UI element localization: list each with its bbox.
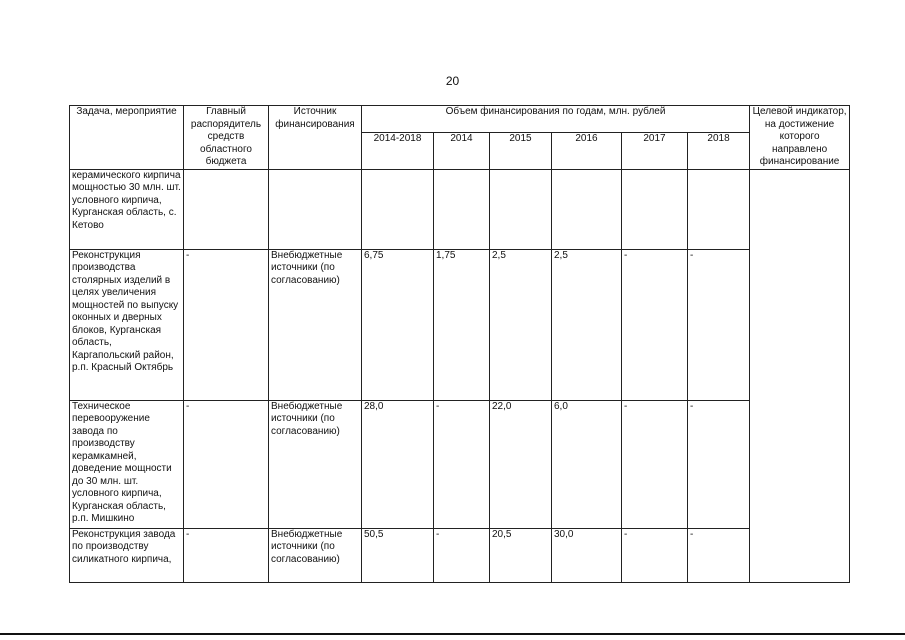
year-header: 2014-2018 [362,132,434,169]
value-cell: 20,5 [490,528,552,582]
source-cell: Внебюджетные источники (по согласованию) [269,400,362,528]
task-cell: Реконструкция производства столярных изделий в целях увеличения мощностей по выпуску оконных и дверных блоков, Курганская область, Каргапольский район, р.п. Красный Октябрь [70,249,184,400]
source-cell: Внебюджетные источники (по согласованию) [269,249,362,400]
value-cell: 30,0 [552,528,622,582]
manager-cell: - [184,528,269,582]
value-cell [688,169,750,249]
value-cell [434,169,490,249]
value-cell: 6,75 [362,249,434,400]
header-manager: Главный распорядитель средств областного бюджета [184,106,269,170]
page-number: 20 [445,74,460,88]
value-cell: - [622,400,688,528]
year-header: 2015 [490,132,552,169]
header-funding: Объем финансирования по годам, млн. рублей [362,106,750,133]
value-cell: - [688,528,750,582]
value-cell [490,169,552,249]
table-row [70,249,850,400]
value-cell: - [622,528,688,582]
table-row [70,400,850,528]
value-cell: 1,75 [434,249,490,400]
page-bottom-rule [0,633,905,635]
manager-cell: - [184,400,269,528]
value-cell: - [434,400,490,528]
year-header: 2017 [622,132,688,169]
table-row [70,169,850,249]
value-cell: 2,5 [552,249,622,400]
year-header: 2016 [552,132,622,169]
value-cell: - [434,528,490,582]
value-cell: - [688,400,750,528]
value-cell: - [688,249,750,400]
value-cell: 22,0 [490,400,552,528]
value-cell: 28,0 [362,400,434,528]
year-header: 2014 [434,132,490,169]
financing-table [69,105,850,583]
source-cell [269,169,362,249]
source-cell: Внебюджетные источники (по согласованию) [269,528,362,582]
value-cell: 50,5 [362,528,434,582]
task-cell: керамического кирпича мощностью 30 млн. шт. условного кирпича, Курганская область, с. Кетово [70,169,184,249]
header-task: Задача, мероприятие [70,106,184,170]
value-cell: - [622,249,688,400]
header-indicator: Целевой индикатор, на достижение которого направлено финансирование [750,106,850,170]
value-cell [362,169,434,249]
header-row [70,106,850,133]
table-row [70,528,850,582]
value-cell [622,169,688,249]
indicator-cell [750,169,850,582]
value-cell: 2,5 [490,249,552,400]
task-cell: Техническое перевооружение завода по производству керамкамней, доведение мощности до 30 млн. шт. условного кирпича, Курганская область, р.п. Мишкино [70,400,184,528]
task-cell: Реконструкция завода по производству силикатного кирпича, [70,528,184,582]
value-cell: 6,0 [552,400,622,528]
year-header: 2018 [688,132,750,169]
manager-cell: - [184,249,269,400]
manager-cell [184,169,269,249]
header-source: Источник финансирования [269,106,362,170]
value-cell [552,169,622,249]
